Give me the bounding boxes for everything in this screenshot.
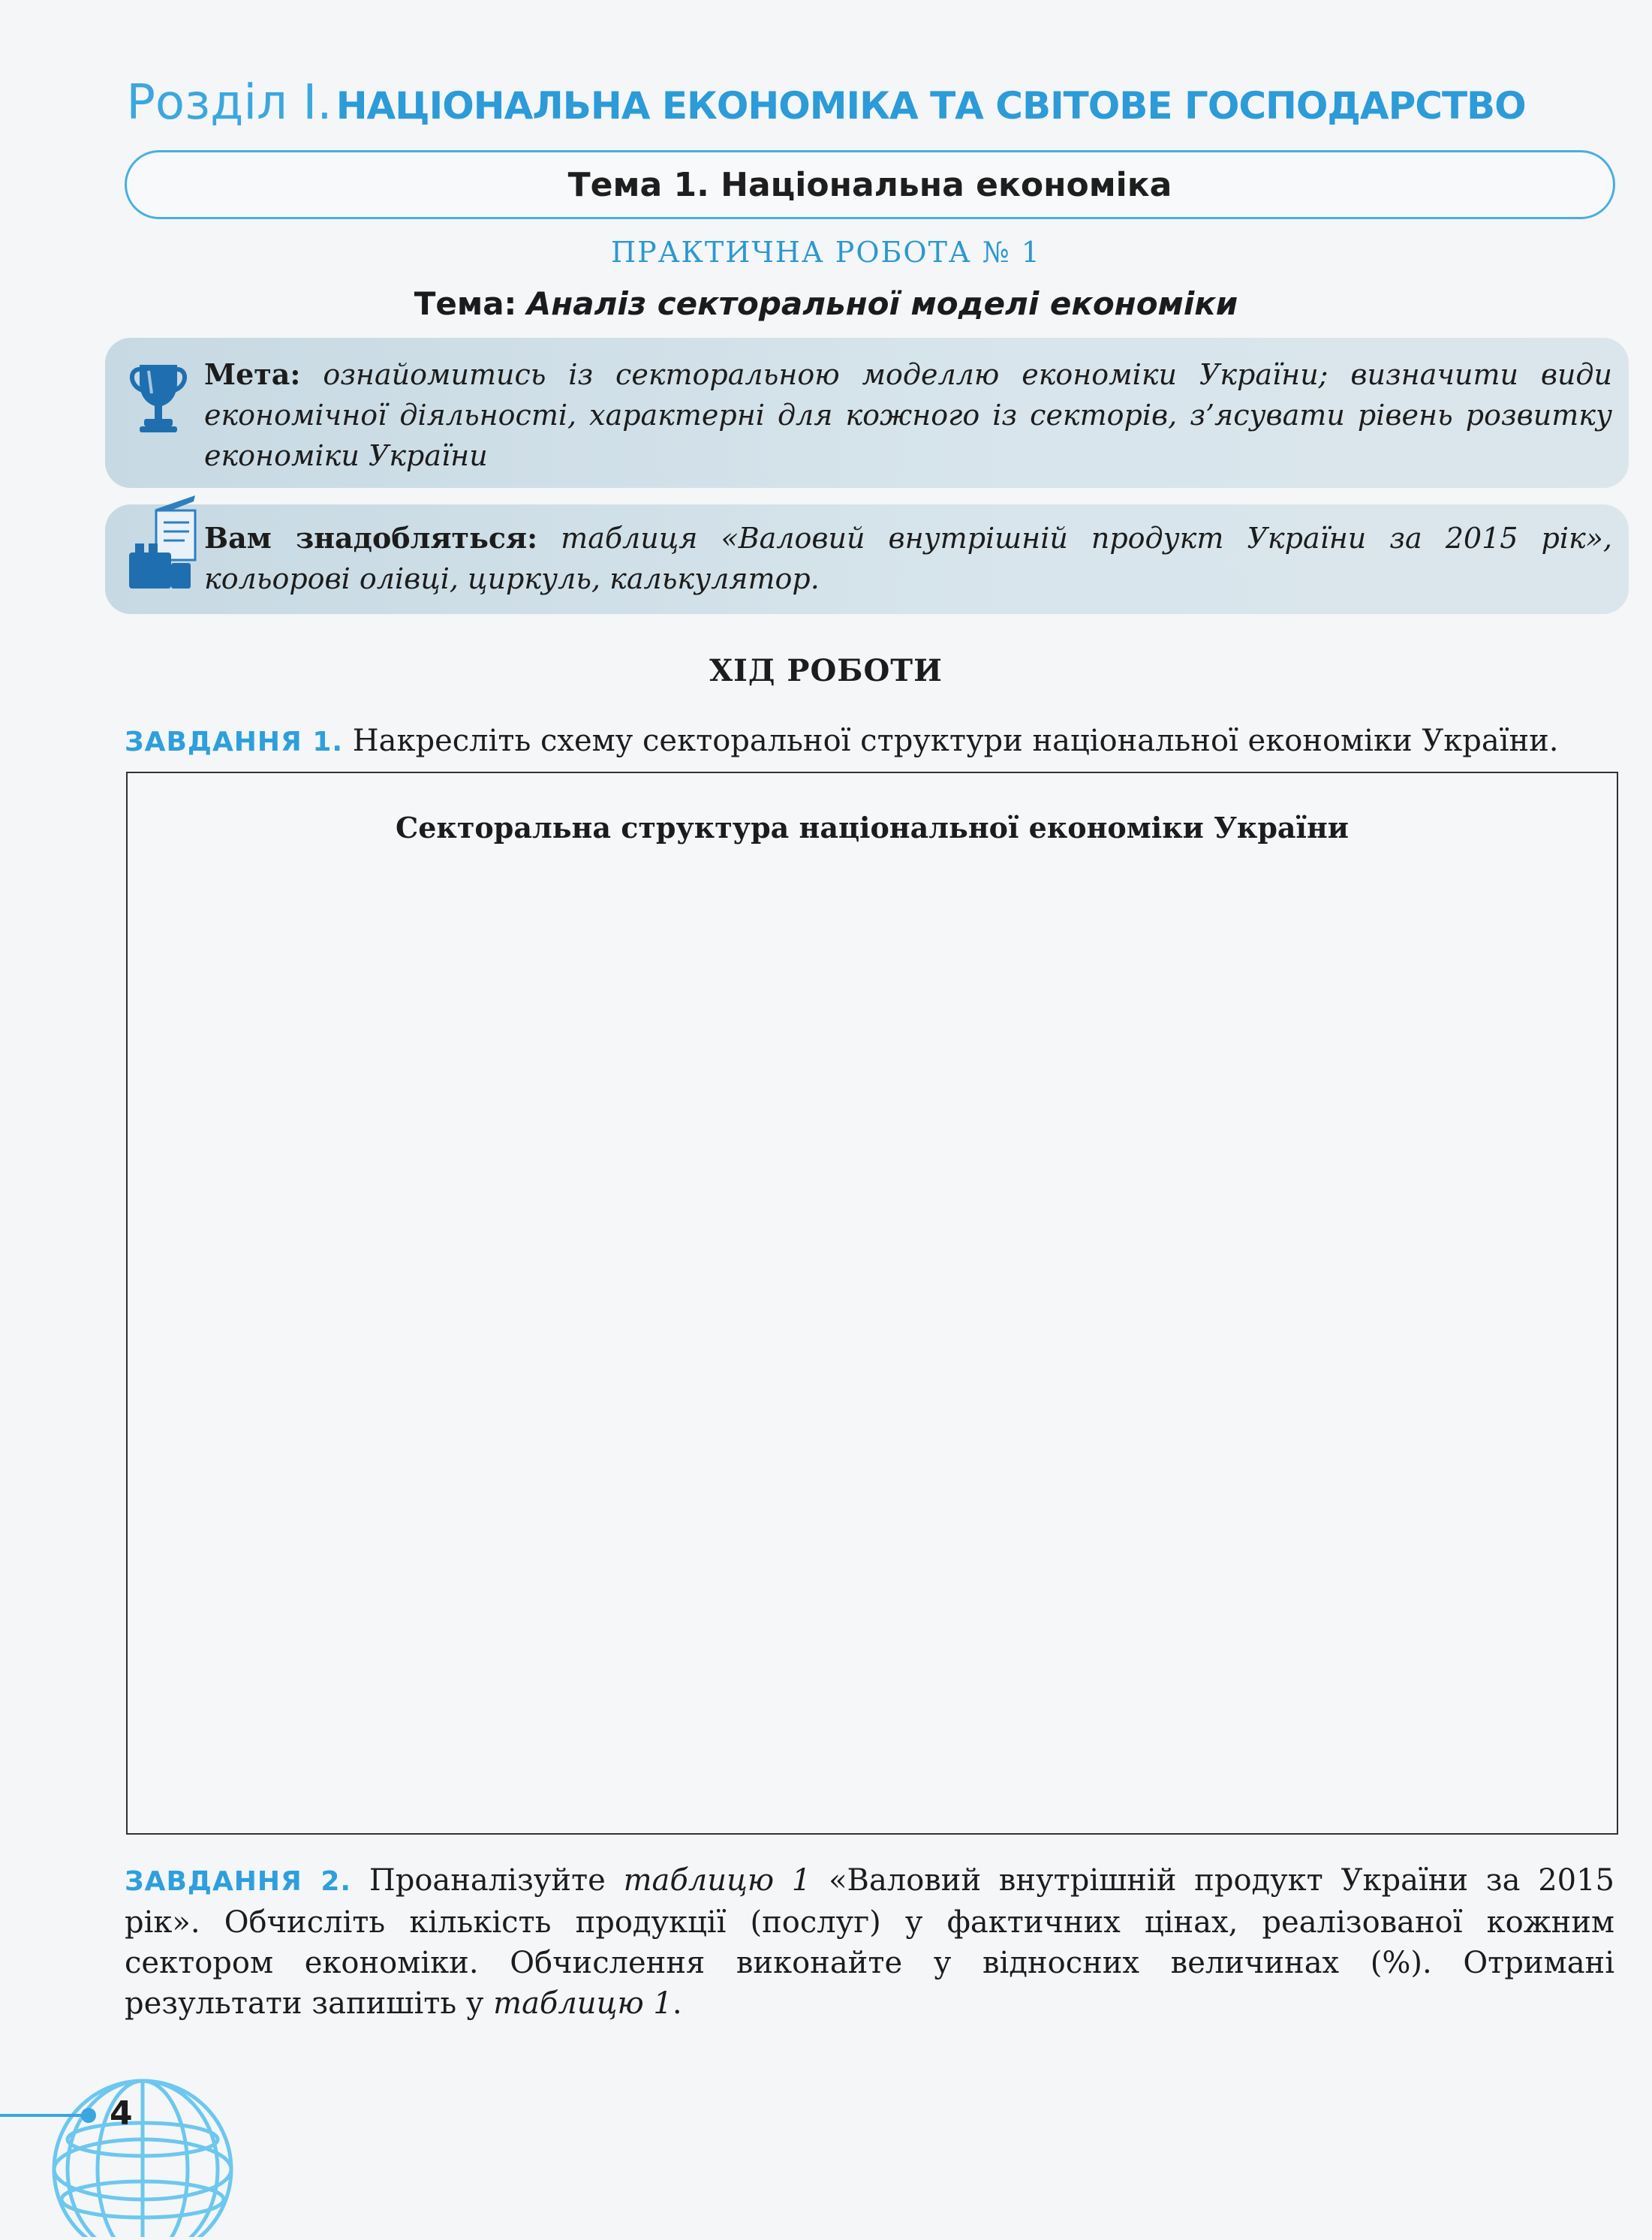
- section-name: НАЦІОНАЛЬНА ЕКОНОМІКА ТА СВІТОВЕ ГОСПОДАРСТВО: [336, 84, 1526, 128]
- drawing-title: Секторальна структура національної економіки України: [396, 811, 1349, 845]
- theme-label: Тема:: [414, 285, 517, 322]
- task-1-label: ЗАВДАННЯ 1.: [125, 727, 344, 757]
- materials-text: [204, 518, 1612, 599]
- section-title: [0, 75, 1652, 131]
- practical-work-title: ПРАКТИЧНА РОБОТА № 1: [611, 236, 1041, 269]
- task-1: [125, 721, 1614, 763]
- materials-value: таблиця «Валовий внутрішній продукт України за 2015 рік», кольорові олівці, циркуль, калькулятор.: [204, 522, 1612, 595]
- task-1-text: Накресліть схему секторальної структури національної економіки України.: [352, 724, 1559, 758]
- drawing-area[interactable]: [126, 772, 1618, 1835]
- goal-text: [204, 354, 1612, 476]
- task-2: [125, 1860, 1614, 2024]
- page-number: 4: [110, 2094, 133, 2133]
- topic-title: Тема 1. Національна економіка: [567, 165, 1172, 204]
- theme-value: Аналіз секторальної моделі економіки: [526, 285, 1238, 322]
- materials-box: [105, 504, 1629, 614]
- work-heading: ХІД РОБОТИ: [709, 653, 943, 688]
- task-2-label: ЗАВДАННЯ 2.: [125, 1866, 352, 1897]
- globe-icon: [45, 2072, 240, 2240]
- trophy-icon: [126, 360, 191, 438]
- task-2-text-5: .: [672, 1986, 682, 2021]
- task-2-table-ref-2: таблицю 1: [493, 1986, 673, 2021]
- goal-label: Мета:: [204, 357, 301, 391]
- materials-label: Вам знадобляться:: [204, 521, 538, 555]
- theme-line: [0, 285, 1652, 322]
- task-2-text-3: «Валовий внутрішній продукт України за 2015 рік». Обчисліть кількість продукції (послуг) у фактичних цінах, реалізованої кожним сектором економіки. Обчислення виконайте у відносних величинах (%). Отримані результати запишіть у: [125, 1863, 1615, 2021]
- task-2-table-ref-1: таблицю 1: [623, 1863, 811, 1898]
- topic-banner: [125, 150, 1615, 219]
- page-number-dot: [81, 2108, 96, 2123]
- tools-icon: [126, 495, 201, 596]
- goal-box: [105, 338, 1629, 488]
- page-number-line: [0, 2114, 90, 2117]
- section-prefix: Розділ I.: [126, 75, 333, 131]
- task-2-text-1: Проаналізуйте: [369, 1863, 606, 1898]
- goal-value: ознайомитись із секторальною моделлю економіки України; визначити види економічної діяльності, характерні для кожного із секторів, з’ясувати рівень розвитку економіки України: [204, 358, 1612, 472]
